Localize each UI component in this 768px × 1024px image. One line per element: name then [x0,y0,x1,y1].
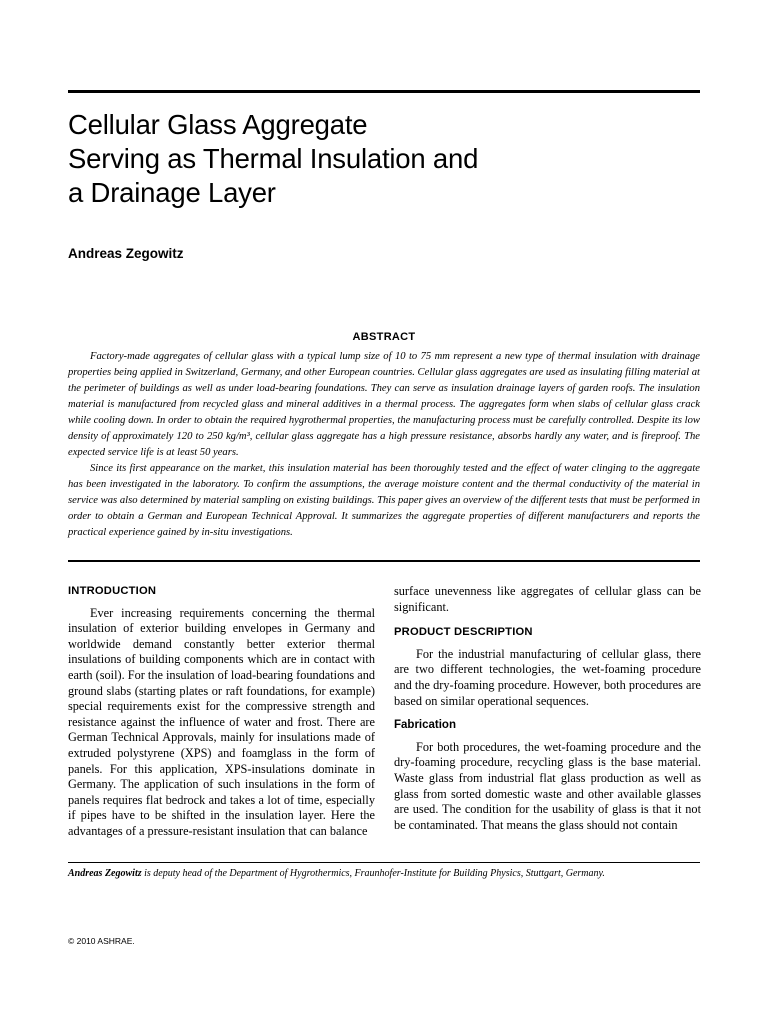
footnote-rule [68,862,700,863]
left-column [68,584,375,840]
fabrication-heading: Fabrication [394,719,456,732]
author-name: Andreas Zegowitz [68,246,184,261]
title-line: Serving as Thermal Insulation and [68,143,479,174]
product-description-heading: PRODUCT DESCRIPTION [394,626,533,639]
footnote-text: is deputy head of the Department of Hygrothermics, Fraunhofer-Institute for Building Physics, Stuttgart, Germany. [141,868,605,879]
abstract-rule [68,560,700,562]
top-rule [68,90,700,93]
introduction-heading: INTRODUCTION [68,585,157,597]
abstract-heading: ABSTRACT [352,331,416,343]
footnote-author: Andreas Zegowitz [68,868,142,879]
continuation-paragraph: surface unevenness like aggregates of cellular glass can be significant. [394,584,701,614]
author-footnote [68,867,700,881]
title-line: Cellular Glass Aggregate [68,109,368,140]
introduction-paragraph: Ever increasing requirements concerning the thermal insulation of exterior building envelopes in Germany and worldwide demand constantly better exterior thermal insulations of building components which are in contact with earth (soil). For the insulation of load-bearing foundations and ground slabs (starting plates or raft foundations, for example) special requirements exist for the compressive strength and resistance against the influence of water and frost. There are German Technical Approvals, mainly for insulations made of extruded polystyrene (XPS) and foamglass in the form of panels. For this application, XPS-insulations dominate in Germany. The application of such insulations in the form of panels requires flat bedrock and takes a lot of time, especially if pipes have to be shifted in the insulation layer. Here the advantages of a pressure-resistant insulation that can balance [68,605,376,838]
copyright-notice: © 2010 ASHRAE. [68,936,135,946]
paper-title [68,108,668,210]
abstract-body [68,349,700,541]
title-line: a Drainage Layer [68,177,276,208]
product-description-paragraph: For the industrial manufacturing of cellular glass, there are two different technologies, the wet-foaming procedure and the dry-foaming procedure. However, both procedures are based on similar operational sequences. [394,646,701,708]
right-column [394,584,701,833]
fabrication-paragraph: For both procedures, the wet-foaming procedure and the dry-foaming procedure, recycling glass is the base material. Waste glass from industrial flat glass production as well as glass from sorted domestic waste and other available glasses are used. The condition for the usability of glass is that it not be contaminated. That means the glass should not contain [394,739,701,832]
abstract-paragraph: Factory-made aggregates of cellular glass with a typical lump size of 10 to 75 mm represent a new type of thermal insulation with drainage properties being applied in Switzerland, Germany, and other European countries. Cellular glass aggregates are used as insulating filling material at the perimeter of buildings as well as under load-bearing foundations. They can serve as insulation drainage layers of garden roofs. The insulation material is manufactured from recycled glass and mineral additives in a thermal process. The aggregates form when slabs of cellular glass crack while cooling down. In order to obtain the required hygrothermal properties, the manufacturing process must be carefully controlled. Despite its low density of approximately 120 to 250 kg/m³, cellular glass aggregate has a high pressure resistance, absorbs hardly any water, and is fireproof. The expected service life is at least 50 years. [68,351,700,458]
abstract-paragraph: Since its first appearance on the market, this insulation material has been thoroughly tested and the effect of water clinging to the aggregate has been investigated in the laboratory. To confirm the assumptions, the average moisture content and the thermal conductivity of the material in service was also determined by material sampling on existing buildings. This paper gives an overview of the different tests that must be performed in order to obtain a German and European Technical Approval. It summarizes the aggregate properties of different manufacturers and reports the practical experience gained by in-situ investigations. [68,463,700,538]
